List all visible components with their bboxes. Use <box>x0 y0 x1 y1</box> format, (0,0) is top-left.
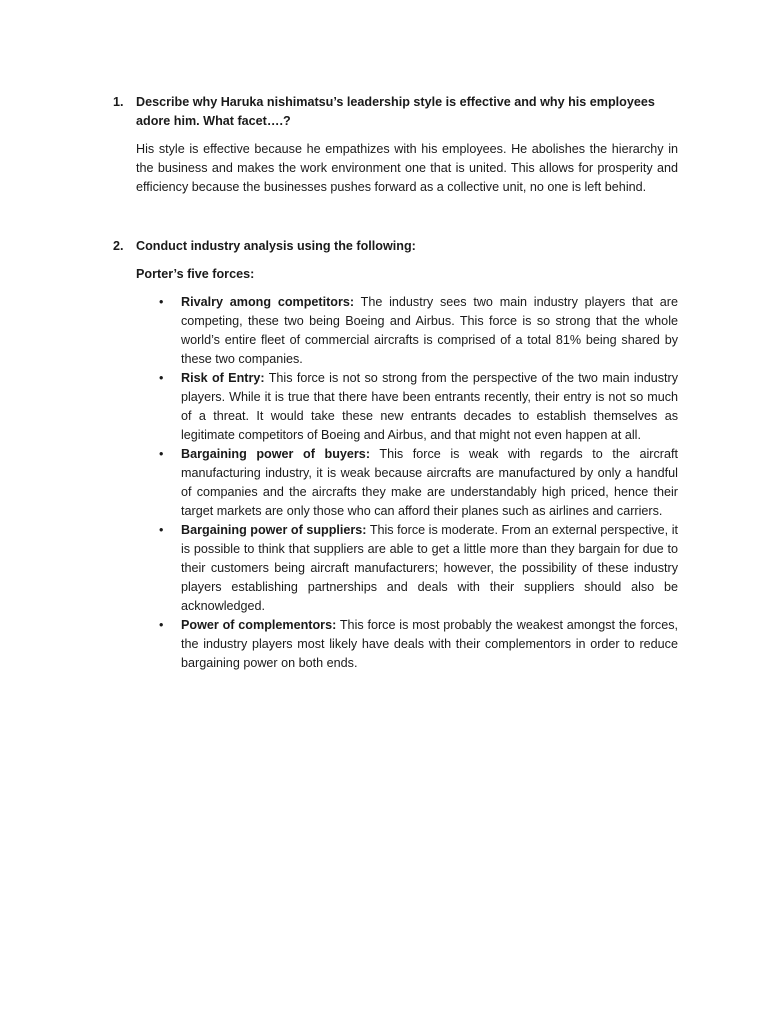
force-label: Rivalry among competitors: <box>181 295 355 309</box>
question-2 <box>113 237 678 673</box>
list-item <box>159 616 678 673</box>
force-text: This force is weak with regards to the aircraft manufacturing industry, it is weak because aircrafts are manufactured by only a handful of companies and the aircrafts they make are understandably high priced, hence their target markets are only those who can afford their planes such as airlines and carriers. <box>181 447 678 518</box>
force-text: This force is moderate. From an external perspective, it is possible to think that suppliers are able to get a little more than they bargain for due to their customers being aircraft manufacturers; however, the possibility of these industry players establishing partnerships and deals with their suppliers should also be acknowledged. <box>181 523 678 613</box>
list-item <box>159 293 678 369</box>
question-number: 1. <box>113 95 124 109</box>
bullet-icon: • <box>159 618 164 632</box>
bullet-icon: • <box>159 523 164 537</box>
force-label: Bargaining power of suppliers: <box>181 523 367 537</box>
force-text: The industry sees two main industry players that are competing, these two being Boeing and Airbus. This force is so strong that the whole world’s entire fleet of commercial aircrafts is comprised of a total 81% being shared by these two companies. <box>181 295 678 366</box>
force-label: Bargaining power of buyers: <box>181 447 371 461</box>
section-subheading: Porter’s five forces: <box>136 267 255 281</box>
bullet-icon: • <box>159 295 164 309</box>
bullet-icon: • <box>159 371 164 385</box>
force-text: This force is not so strong from the perspective of the two main industry players. While it is true that there have been entrants recently, their entry is not so much of a threat. It would take these new entrants decades to establish themselves as legitimate competitors of Boeing and Airbus, and that might not even happen at all. <box>181 371 678 442</box>
bullet-icon: • <box>159 447 164 461</box>
question-number: 2. <box>113 239 124 253</box>
question-prompt: Conduct industry analysis using the following: <box>136 239 416 253</box>
force-label: Power of complementors: <box>181 618 337 632</box>
answer-paragraph: His style is effective because he empathizes with his employees. He abolishes the hierarchy in the business and makes the work environment one that is united. This allows for prosperity and efficiency because the businesses pushes forward as a collective unit, no one is left behind. <box>136 142 678 194</box>
question-prompt: Describe why Haruka nishimatsu’s leadership style is effective and why his employees adore him. What facet….? <box>136 95 655 128</box>
force-label: Risk of Entry: <box>181 371 265 385</box>
list-item <box>159 445 678 521</box>
list-item <box>159 521 678 616</box>
question-1 <box>113 93 678 197</box>
forces-list <box>159 293 678 673</box>
list-item <box>159 369 678 445</box>
force-text: This force is most probably the weakest amongst the forces, the industry players most likely have deals with their complementors in order to reduce bargaining power on both ends. <box>181 618 678 670</box>
